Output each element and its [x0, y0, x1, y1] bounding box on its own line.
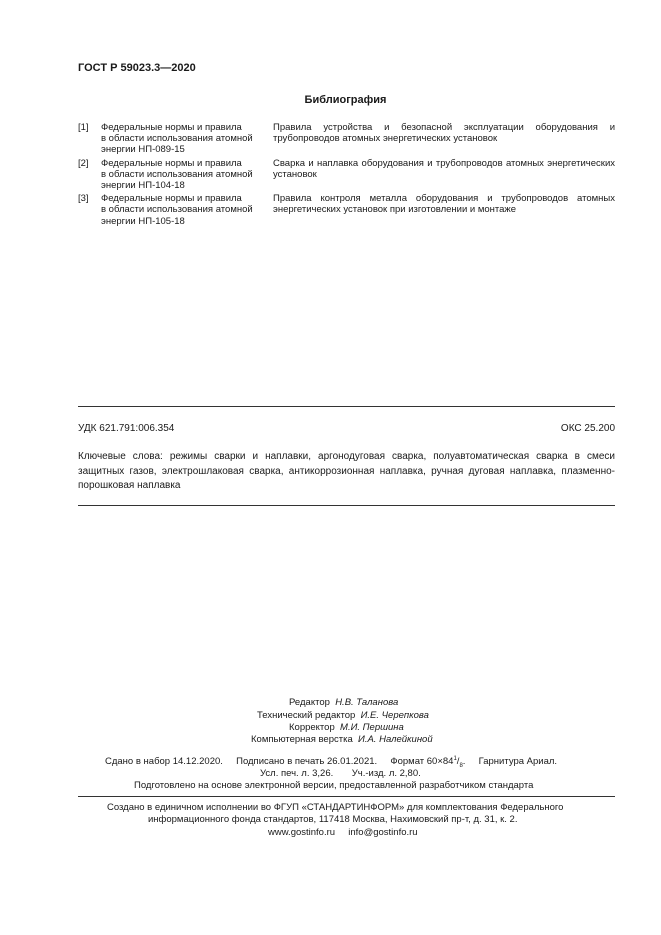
tech-editor-line — [257, 710, 429, 721]
source-line: энергии НП-089-15 — [101, 144, 185, 156]
item-description: Сварка и наплавка оборудования и трубопроводов атомных энергетических установок — [273, 157, 615, 180]
corrector-name: М.И. Першина — [340, 722, 404, 733]
source-line: Федеральные нормы и правила — [101, 122, 242, 133]
item-number: [3] — [78, 193, 89, 205]
source-line: энергии НП-105-18 — [101, 215, 185, 227]
layout-label: Компьютерная верстка — [251, 734, 353, 745]
divider-top — [78, 406, 615, 407]
item-source — [101, 193, 273, 227]
source-line: Федеральные нормы и правила — [101, 157, 242, 169]
oks-code: ОКС 25.200 — [560, 423, 615, 434]
submitted-date: Сдано в набор 14.12.2020. — [105, 756, 223, 768]
item-number: [2] — [78, 157, 89, 169]
editor-label: Редактор — [289, 697, 330, 708]
bibliography-item — [78, 158, 615, 192]
document-id: ГОСТ Р 59023.3—2020 — [78, 62, 196, 74]
source-line: в области использования атомной — [101, 204, 253, 216]
editor-name: Н.В. Таланова — [335, 697, 399, 708]
corrector-label: Корректор — [289, 722, 335, 733]
format-label: Формат 60×84 — [390, 756, 454, 768]
format: Формат $60\times 84^1/_8$. — [390, 756, 466, 770]
footer-contacts — [268, 827, 418, 838]
bibliography-title: Библиография — [304, 94, 387, 106]
prepared-note: Подготовлено на основе электронной версии, предоставленной разработчиком стандарта — [134, 780, 534, 791]
footer-line-1: Создано в единичном исполнении во ФГУП «СТАНДАРТИНФОРМ» для комплектования Федерального — [107, 802, 564, 813]
corrector-line — [289, 722, 404, 733]
signed-date: Подписано в печать 26.01.2021. — [236, 756, 378, 768]
item-description: Правила контроля металла оборудования и трубопроводов атомных энергетических установок при изготовлении и монтаже — [273, 193, 615, 216]
source-line: Федеральные нормы и правила — [101, 193, 242, 205]
email-link[interactable]: info@gostinfo.ru — [348, 827, 418, 838]
print-sheets: Усл. печ. л. 3,26. — [260, 768, 334, 779]
item-source — [101, 158, 273, 192]
divider-footer — [78, 796, 615, 797]
sheets-line — [260, 768, 421, 779]
website-link[interactable]: www.gostinfo.ru — [268, 827, 336, 838]
format-numerator: 1 — [453, 756, 457, 762]
layout-name: И.А. Налейкиной — [358, 734, 433, 745]
divider-bottom — [78, 505, 615, 506]
pub-sheets: Уч.-изд. л. 2,80. — [351, 768, 421, 779]
bibliography-item — [78, 122, 615, 156]
font-info: Гарнитура Ариал. — [478, 756, 558, 768]
item-description: Правила устройства и безопасной эксплуатации оборудования и трубопроводов атомных энергетических установок — [273, 122, 615, 145]
keywords: Ключевые слова: режимы сварки и наплавки, аргонодуговая сварка, полуавтоматическая сварка в смеси защитных газов, электрошлаковая сварка, антикоррозионная наплавка, ручная дуговая наплавка, плазменно-порошковая наплавка — [78, 451, 615, 491]
format-denominator: 8 — [459, 763, 463, 770]
item-number: [1] — [78, 122, 89, 133]
layout-line — [251, 734, 433, 745]
item-source — [101, 122, 273, 156]
source-line: энергии НП-104-18 — [101, 180, 185, 192]
udk-code: УДК 621.791:006.354 — [78, 423, 175, 434]
source-line: в области использования атомной — [101, 133, 253, 145]
bibliography-list — [78, 122, 615, 229]
editor-line — [289, 697, 398, 708]
bibliography-item — [78, 193, 615, 227]
tech-editor-label: Технический редактор — [257, 710, 356, 721]
tech-editor-name: И.Е. Черепкова — [360, 710, 429, 721]
source-line: в области использования атомной — [101, 168, 253, 180]
footer-line-2: информационного фонда стандартов, 117418 Москва, Нахимовский пр-т, д. 31, к. 2. — [148, 814, 518, 825]
